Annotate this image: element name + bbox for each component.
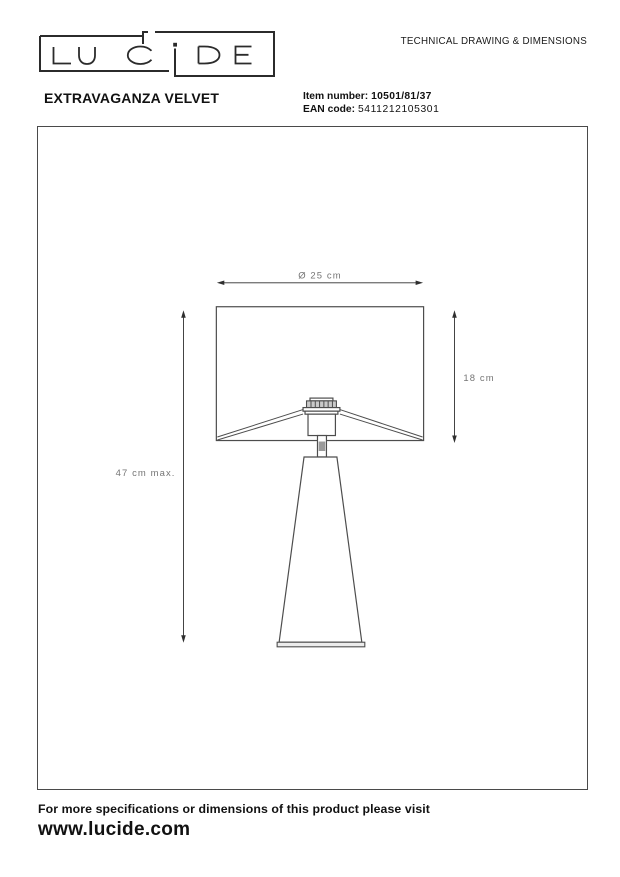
drawing-frame: [37, 126, 588, 790]
spider-arm-right-upper: [340, 410, 423, 437]
product-codes: [303, 90, 439, 116]
dimension-diameter: [217, 270, 423, 285]
doc-title: TECHNICAL DRAWING & DIMENSIONS: [400, 36, 587, 47]
spider-arm-left-upper: [217, 410, 303, 437]
item-number-row: [303, 90, 439, 103]
ean-value: 5411212105301: [357, 104, 440, 115]
logo-letter-c: [128, 47, 152, 65]
ean-row: [303, 103, 439, 116]
logo-letter-e: [236, 47, 252, 64]
logo-box-step: [143, 32, 148, 44]
website-link[interactable]: www.lucide.com: [38, 819, 191, 840]
dimension-diameter-label: Ø 25 cm: [298, 270, 342, 282]
logo-letter-d: [199, 47, 220, 64]
dimension-shade-height-label: 18 cm: [463, 373, 495, 385]
lucide-logo: [38, 28, 275, 77]
lamp-base-plate: [277, 642, 365, 647]
footer: [38, 802, 430, 841]
logo-letter-i-dot: [173, 43, 177, 47]
stem-joint: [319, 442, 326, 451]
logo-letter-l: [54, 47, 72, 64]
logo-box-bottom-left: [40, 36, 169, 71]
logo-letter-u: [79, 47, 95, 64]
dimension-total-height: [116, 310, 186, 642]
item-number-label: Item number:: [303, 91, 369, 102]
lamp-technical-drawing: [38, 127, 587, 789]
socket-body: [308, 414, 335, 435]
dimension-shade-height: [452, 310, 495, 443]
ean-label: EAN code:: [303, 104, 356, 115]
product-name: EXTRAVAGANZA VELVET: [44, 90, 220, 106]
spider-arm-right-lower: [340, 414, 423, 440]
dimension-total-height-label: 47 cm max.: [115, 467, 176, 479]
logo-box-right: [155, 32, 274, 76]
item-number-value: 10501/81/37: [371, 91, 432, 102]
footer-note: For more specifications or dimensions of this product please visit: [38, 802, 430, 816]
lamp-base-cone: [279, 457, 362, 642]
spider-arm-left-lower: [217, 414, 303, 440]
